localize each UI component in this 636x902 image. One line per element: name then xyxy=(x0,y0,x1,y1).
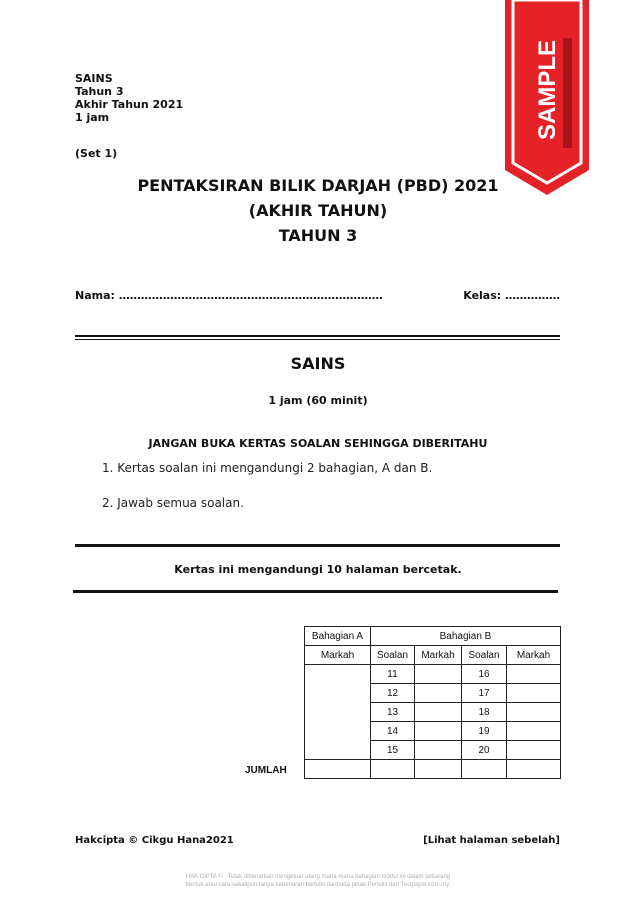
copyright-text: Hakcipta © Cikgu Hana2021 xyxy=(75,835,234,846)
title-line-1: PENTAKSIRAN BILIK DARJAH (PBD) 2021 xyxy=(137,176,499,195)
col-markah-a: Markah xyxy=(305,646,371,665)
legal-line-2: bentuk atau cara sekalipun tanpa kebenaran bertulis daripada pihak Penulis dan Testpaper.com.my. xyxy=(185,882,451,888)
question-number: 13 xyxy=(371,703,415,722)
question-number: 19 xyxy=(462,722,507,741)
instruction-2: 2. Jawab semua soalan. xyxy=(102,496,244,510)
total-row xyxy=(305,760,561,779)
legal-line-1: HAK CIPTA © : Tidak dibenarkan mengeluar ulang mana-mana bahagian modul ini dalam sebarang xyxy=(185,874,451,880)
meta-exam: Akhir Tahun 2021 xyxy=(75,98,184,111)
next-page-note: [Lihat halaman sebelah] xyxy=(423,835,560,846)
mark-cell[interactable] xyxy=(507,665,561,684)
table-header-row xyxy=(305,627,561,646)
divider-double-top xyxy=(75,335,560,337)
section-a-header: Bahagian A xyxy=(305,627,371,646)
question-number: 17 xyxy=(462,684,507,703)
subject-heading: SAINS xyxy=(290,354,346,373)
total-cell[interactable] xyxy=(462,760,507,779)
question-number: 15 xyxy=(371,741,415,760)
mark-cell[interactable] xyxy=(507,684,561,703)
do-not-open-warning: JANGAN BUKA KERTAS SOALAN SEHINGGA DIBERITAHU xyxy=(148,437,488,450)
col-markah-2: Markah xyxy=(507,646,561,665)
meta-year: Tahun 3 xyxy=(75,85,124,98)
col-soalan-2: Soalan xyxy=(462,646,507,665)
total-cell[interactable] xyxy=(507,760,561,779)
meta-duration: 1 jam xyxy=(75,111,110,124)
table-row xyxy=(305,665,561,684)
set-label: (Set 1) xyxy=(75,147,118,160)
paper-meta xyxy=(75,72,183,124)
pages-note: Kertas ini mengandungi 10 halaman bercetak. xyxy=(174,563,462,576)
question-number: 12 xyxy=(371,684,415,703)
section-b-header: Bahagian B xyxy=(371,627,561,646)
mark-cell[interactable] xyxy=(415,684,462,703)
mark-cell[interactable] xyxy=(415,741,462,760)
question-number: 16 xyxy=(462,665,507,684)
question-number: 18 xyxy=(462,703,507,722)
kelas-field[interactable]: Kelas: …………… xyxy=(463,289,560,302)
mark-cell[interactable] xyxy=(507,722,561,741)
sample-ribbon xyxy=(503,0,591,195)
total-cell-a[interactable] xyxy=(305,760,371,779)
sample-label: SAMPLE xyxy=(534,39,561,140)
col-soalan-1: Soalan xyxy=(371,646,415,665)
instruction-1: 1. Kertas soalan ini mengandungi 2 bahagian, A dan B. xyxy=(102,461,433,475)
total-label: JUMLAH xyxy=(245,765,287,776)
table-subheader-row xyxy=(305,646,561,665)
section-a-marks-cell[interactable] xyxy=(305,665,371,760)
nama-field[interactable]: Nama: ……………………………………………………………… xyxy=(75,289,383,302)
title-line-2: (AKHIR TAHUN) xyxy=(248,201,388,220)
legal-notice xyxy=(0,873,636,889)
mark-cell[interactable] xyxy=(415,665,462,684)
total-cell[interactable] xyxy=(371,760,415,779)
total-cell[interactable] xyxy=(415,760,462,779)
marks-table xyxy=(304,626,561,779)
question-number: 11 xyxy=(371,665,415,684)
divider-below-pages xyxy=(73,590,558,593)
divider-double-bottom xyxy=(75,339,560,340)
exam-duration: 1 jam (60 minit) xyxy=(268,394,368,407)
mark-cell[interactable] xyxy=(507,741,561,760)
meta-subject: SAINS xyxy=(75,72,113,85)
question-number: 14 xyxy=(371,722,415,741)
mark-cell[interactable] xyxy=(415,703,462,722)
title-line-3: TAHUN 3 xyxy=(278,226,358,245)
question-number: 20 xyxy=(462,741,507,760)
col-markah-1: Markah xyxy=(415,646,462,665)
mark-cell[interactable] xyxy=(415,722,462,741)
mark-cell[interactable] xyxy=(507,703,561,722)
divider-above-pages xyxy=(75,544,560,547)
